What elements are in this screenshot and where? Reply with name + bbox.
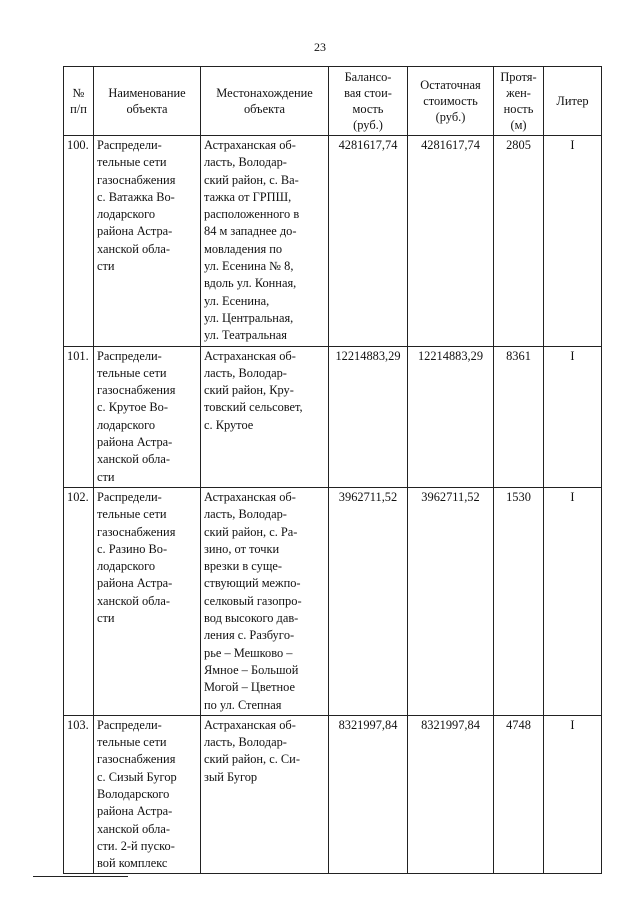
property-registry-table [63, 66, 602, 874]
row-location: Астраханская об- ласть, Володар- ский район, с. Си- зый Бугор [201, 715, 329, 874]
table-row [64, 487, 602, 715]
row-residual-value: 12214883,29 [408, 346, 494, 487]
header-name: Наименование объекта [94, 67, 201, 136]
row-book-value: 12214883,29 [329, 346, 408, 487]
row-residual-value: 4281617,74 [408, 136, 494, 347]
header-num: № п/п [64, 67, 94, 136]
header-book-value: Балансо- вая стои- мость (руб.) [329, 67, 408, 136]
row-book-value: 3962711,52 [329, 487, 408, 715]
header-liter: Литер [544, 67, 602, 136]
row-length: 4748 [494, 715, 544, 874]
row-liter: I [544, 487, 602, 715]
row-num: 100. [64, 136, 94, 347]
row-liter: I [544, 136, 602, 347]
row-location: Астраханская об- ласть, Володар- ский район, Кру- товский сельсовет, с. Крутое [201, 346, 329, 487]
row-liter: I [544, 346, 602, 487]
row-liter: I [544, 715, 602, 874]
page-number: 23 [314, 40, 326, 54]
row-length: 1530 [494, 487, 544, 715]
row-book-value: 8321997,84 [329, 715, 408, 874]
header-location: Местонахождение объекта [201, 67, 329, 136]
row-name: Распредели- тельные сети газоснабжения с. Разино Во- лодарского района Астра- ханской обла- сти [94, 487, 201, 715]
row-num: 101. [64, 346, 94, 487]
row-name: Распредели- тельные сети газоснабжения с. Ватажка Во- лодарского района Астра- ханской обла- сти [94, 136, 201, 347]
row-name: Распредели- тельные сети газоснабжения с. Сизый Бугор Володарского района Астра- ханской обла- сти. 2-й пуско- вой комплекс [94, 715, 201, 874]
table-header-row [64, 67, 602, 136]
row-location: Астраханская об- ласть, Володар- ский район, с. Ва- тажка от ГРПШ, расположенного в 84 м западнее до- мовладения по ул. Есенина № 8, вдоль ул. Конная, ул. Есенина, ул. Центральная, ул. Театральная [201, 136, 329, 347]
row-num: 102. [64, 487, 94, 715]
table-row [64, 715, 602, 874]
row-length: 8361 [494, 346, 544, 487]
table-row [64, 136, 602, 347]
row-residual-value: 8321997,84 [408, 715, 494, 874]
row-num: 103. [64, 715, 94, 874]
header-residual-value: Остаточная стоимость (руб.) [408, 67, 494, 136]
row-residual-value: 3962711,52 [408, 487, 494, 715]
row-location: Астраханская об- ласть, Володар- ский район, с. Ра- зино, от точки врезки в суще- ствующий межпо- селковый газопро- вод высокого дав- ления с. Разбугo- рье – Мешково – Ямное – Большой Могой – Цветное по ул. Степная [201, 487, 329, 715]
row-book-value: 4281617,74 [329, 136, 408, 347]
row-name: Распредели- тельные сети газоснабжения с. Крутое Во- лодарского района Астра- ханской обла- сти [94, 346, 201, 487]
row-length: 2805 [494, 136, 544, 347]
header-length: Протя- жен- ность (м) [494, 67, 544, 136]
footnote-separator [33, 876, 128, 877]
table-row [64, 346, 602, 487]
